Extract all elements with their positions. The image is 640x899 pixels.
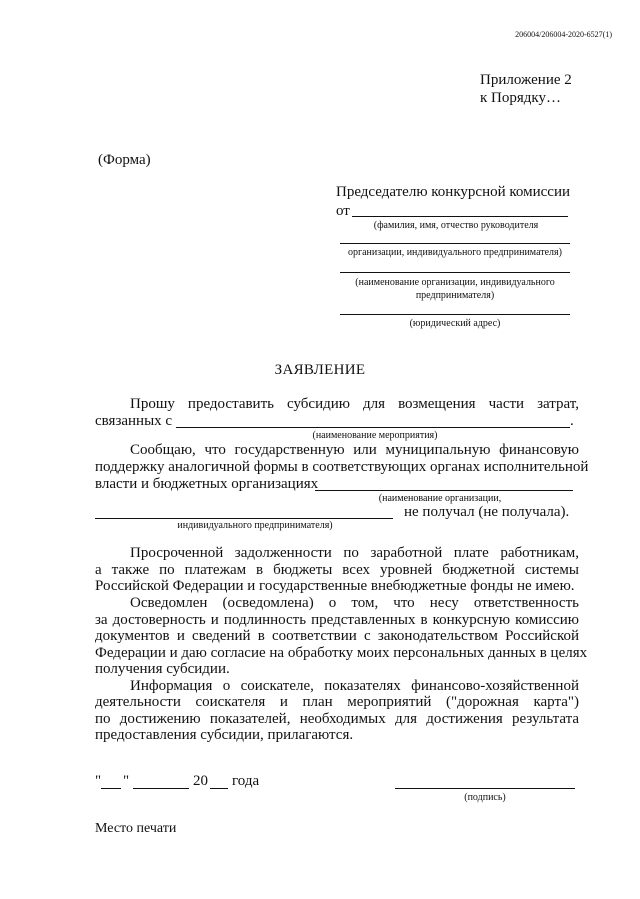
- info-line-1: Информация о соискателе, показателях финансово-хозяйственной: [130, 678, 579, 694]
- inform-line-3: власти и бюджетных организациях: [95, 476, 319, 492]
- date-quote-close: ": [123, 773, 130, 789]
- debt-line-3: Российской Федерации и государственные внебюджетные фонды не имею.: [95, 578, 575, 594]
- addressee-line-2: [340, 243, 570, 244]
- date-year-line: [210, 788, 228, 789]
- request-line-1: Прошу предоставить субсидию для возмещения части затрат,: [130, 396, 579, 412]
- inform-caption-2: индивидуального предпринимателя): [177, 520, 333, 531]
- date-day-line: [101, 788, 121, 789]
- addressee-caption-2: организации, индивидуального предпринимателя): [348, 247, 562, 258]
- date-year-prefix: 20: [193, 773, 208, 789]
- debt-line-1: Просроченной задолженности по заработной плате работникам,: [130, 545, 579, 561]
- document-heading: ЗАЯВЛЕНИЕ: [274, 362, 366, 378]
- form-label: (Форма): [98, 152, 151, 168]
- date-quote-open: ": [95, 773, 102, 789]
- aware-line-4: Федерации и даю согласие на обработку моих персональных данных в целях: [95, 645, 588, 661]
- inform-organization-line-2: [95, 518, 393, 519]
- info-line-3: по достижению показателей, необходимых для достижения результата: [95, 711, 579, 727]
- debt-line-2: а также по платежам в бюджеты всех уровней бюджетной системы: [95, 562, 579, 578]
- inform-line-4-suffix: не получал (не получала).: [404, 504, 570, 520]
- signature-line: [395, 788, 575, 789]
- addressee-caption-1: (фамилия, имя, отчество руководителя: [373, 220, 539, 231]
- addressee-caption-3b: предпринимателя): [415, 290, 495, 301]
- addressee-name-line: [352, 216, 568, 217]
- appendix-line-1: Приложение 2: [480, 72, 572, 88]
- request-caption: (наименование мероприятия): [312, 430, 438, 441]
- addressee-caption-4: (юридический адрес): [409, 318, 501, 329]
- addressee-line-4: [340, 314, 570, 315]
- request-line-2-end: .: [570, 413, 574, 429]
- request-line-2-prefix: связанных с: [95, 413, 173, 429]
- aware-line-5: получения субсидии.: [95, 661, 230, 677]
- inform-organization-line: [315, 490, 573, 491]
- addressee-title: Председателю конкурсной комиссии: [336, 184, 571, 200]
- addressee-caption-3a: (наименование организации, индивидуального: [355, 277, 555, 288]
- aware-line-1: Осведомлен (осведомлена) о том, что несу ответственность: [130, 595, 579, 611]
- signature-caption: (подпись): [464, 792, 506, 803]
- date-suffix: года: [232, 773, 260, 789]
- request-event-line: [176, 427, 570, 428]
- addressee-line-3: [340, 272, 570, 273]
- info-line-4: предоставления субсидии, прилагаются.: [95, 727, 354, 743]
- inform-line-1: Сообщаю, что государственную или муниципальную финансовую: [130, 442, 579, 458]
- date-month-line: [133, 788, 189, 789]
- inform-line-2: поддержку аналогичной формы в соответствующих органах исполнительной: [95, 459, 589, 475]
- addressee-from: от: [336, 203, 350, 219]
- info-line-2: деятельности соискателя и план мероприятий ("дорожная карта"): [95, 694, 579, 710]
- inform-caption-1: (наименование организации,: [378, 493, 502, 504]
- seal-place: Место печати: [95, 821, 177, 836]
- aware-line-2: за достоверность и подлинность представленных в конкурсную комиссию: [95, 612, 579, 628]
- appendix-line-2: к Порядку…: [480, 90, 561, 106]
- document-id: 206004/206004-2020-6527(1): [515, 30, 612, 39]
- aware-line-3: документов и сведений в соответствии с законодательством Российской: [95, 628, 579, 644]
